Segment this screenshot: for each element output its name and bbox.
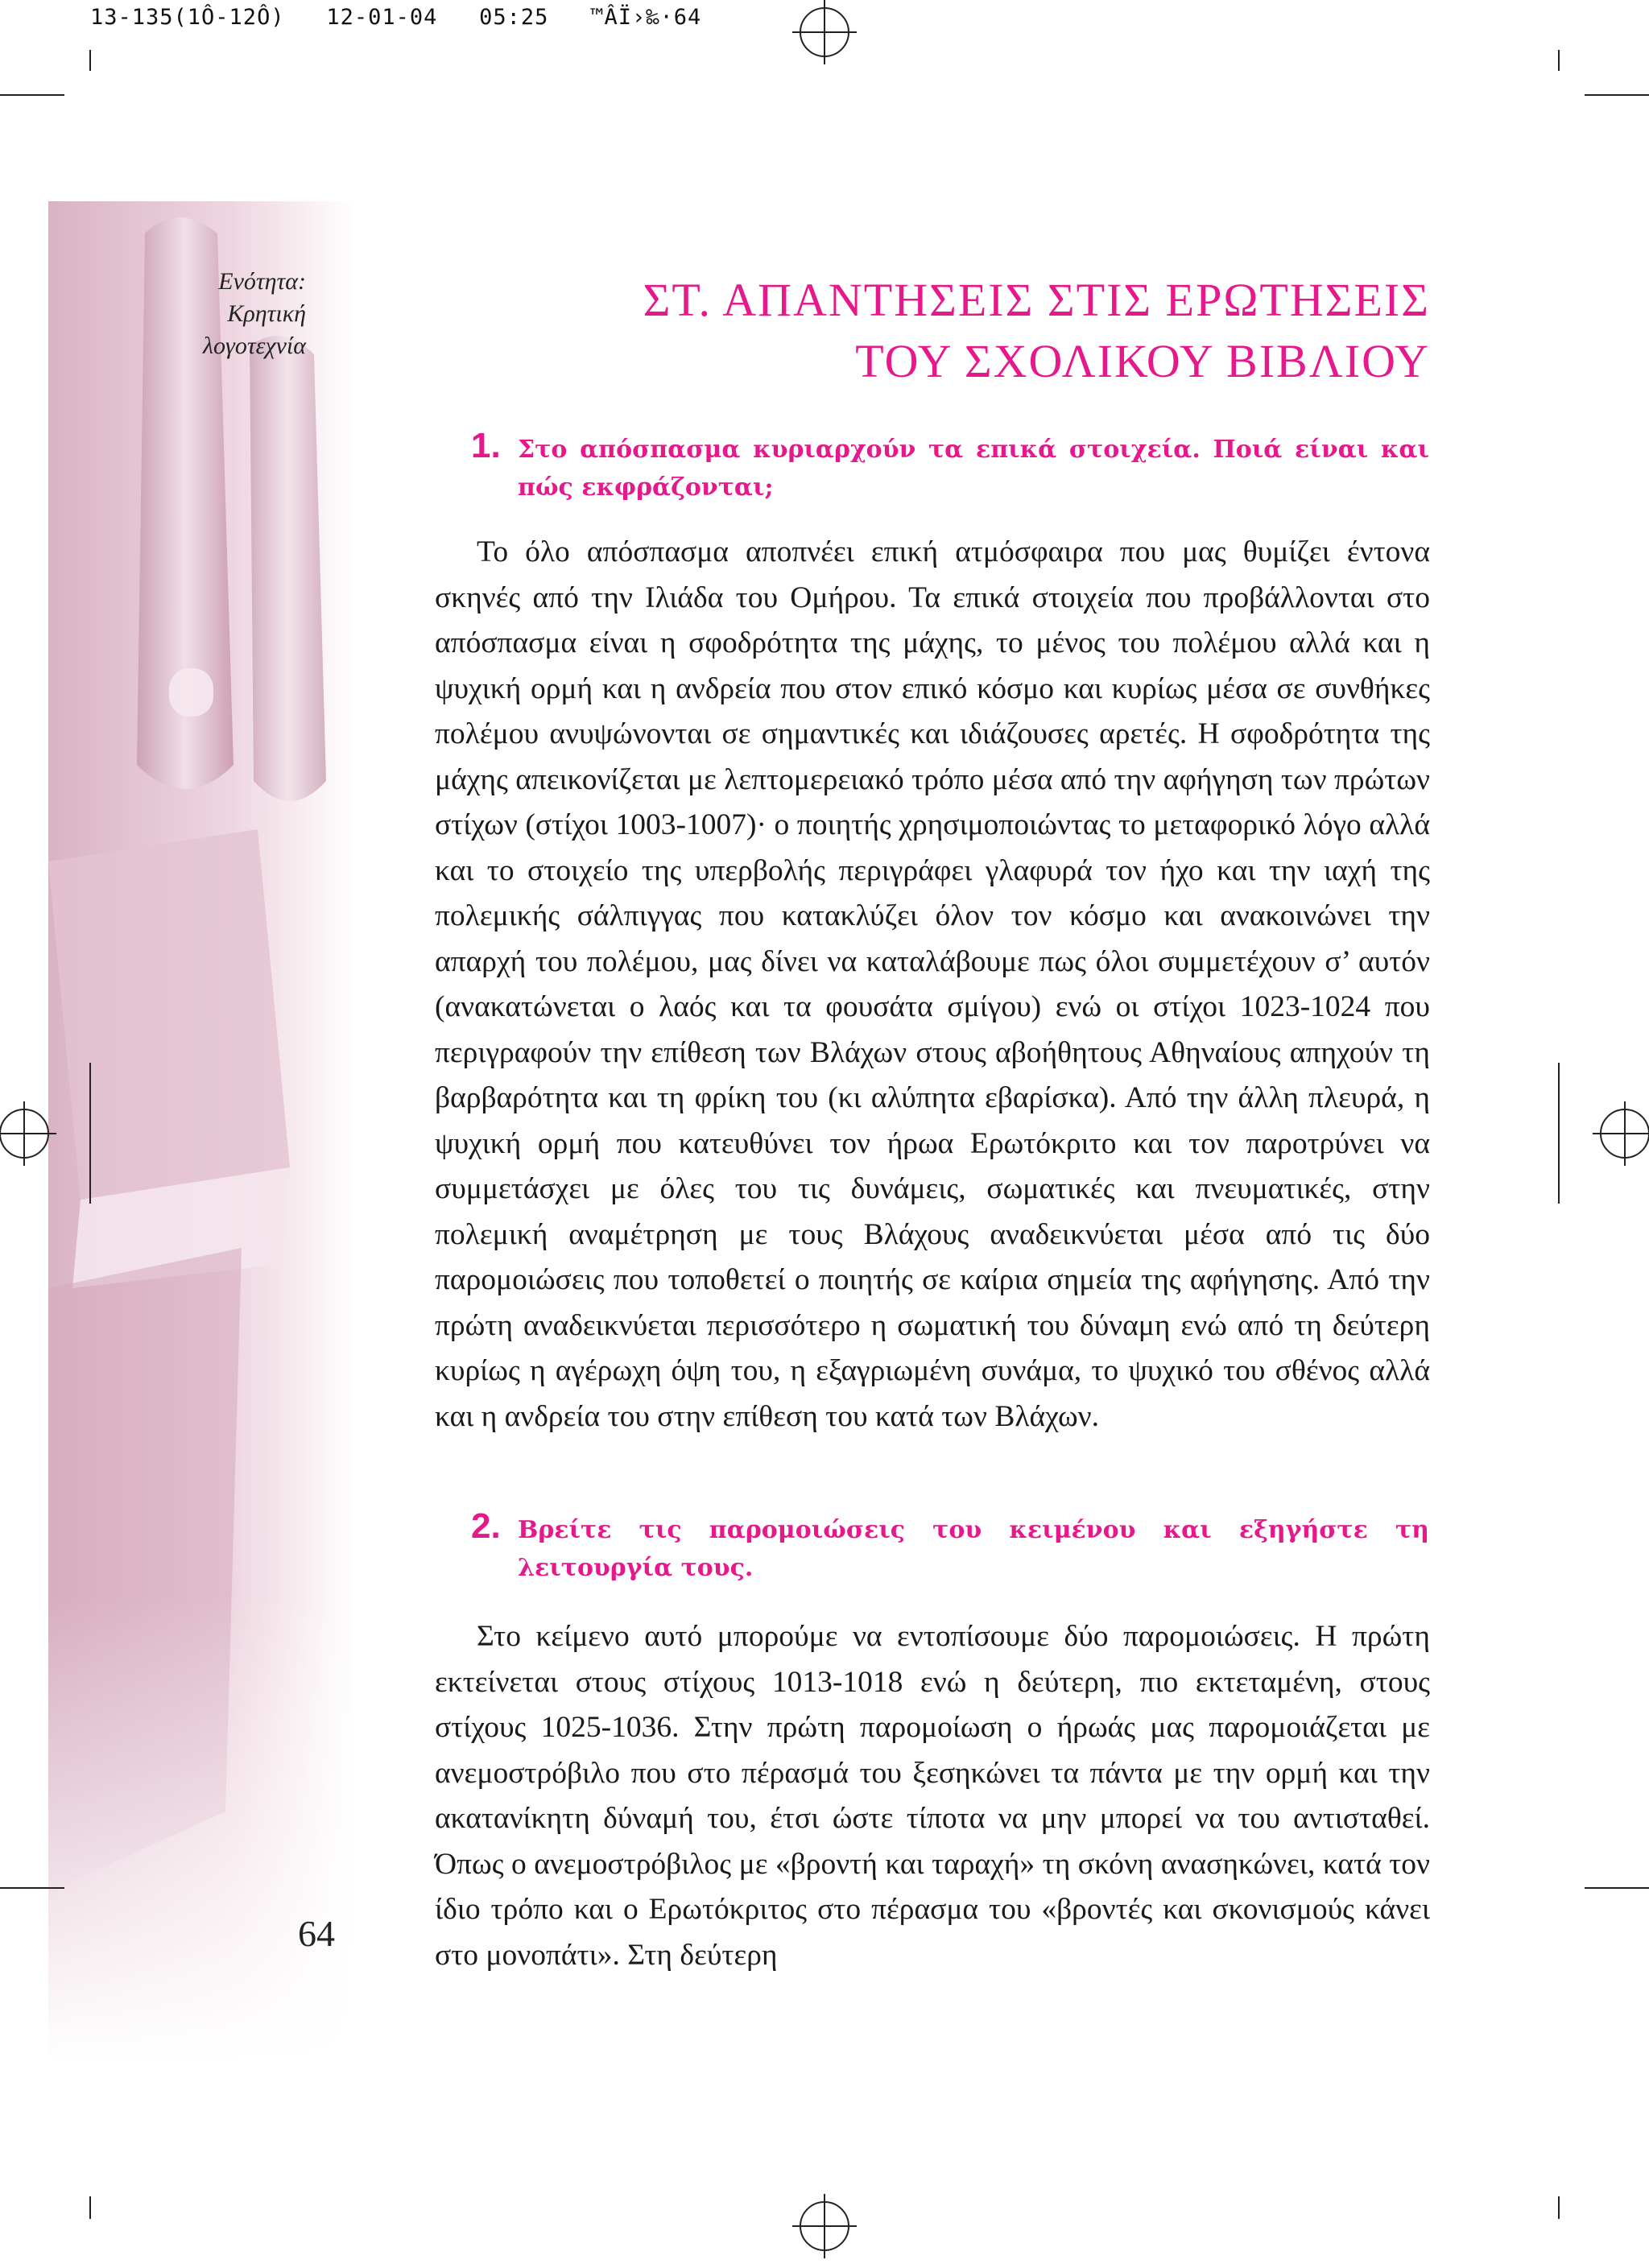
question-text: Στο απόσπασμα κυριαρχούν τα επικά στοιχεία. Ποιά είναι και πώς εκφράζονται; bbox=[518, 436, 1429, 502]
section-label-line: λογοτεχνία bbox=[203, 333, 306, 359]
question-heading bbox=[471, 427, 1429, 506]
question-number: 2. bbox=[471, 1506, 501, 1546]
section-label-line: Κρητική bbox=[227, 300, 306, 327]
answer-paragraph: Το όλο απόσπασμα αποπνέει επική ατμόσφαιρα που μας θυμίζει έντονα σκηνές από την Ιλιάδα του Ομήρου. Τα επικά στοιχεία που προβάλλονται στο απόσπασμα είναι η σφοδρότητα της μάχης, το μένος του πολέμου αλλά και η ψυχική ορμή και η ανδρεία που στον επικό κόσμο και κυρίως μέσα σε συνθήκες πολέμου ανυψώνονται σε σημαντικές και ιδιάζουσες αρετές. Η σφοδρότητα της μάχης απεικονίζεται με λεπτομερειακό τρόπο μέσα από την αφήγηση των πρώτων στίχων (στίχοι 1003-1007)· ο ποιητής χρησιμοποιώντας το μεταφορικό λόγο αλλά και το στοιχείο της υπερβολής περιγράφει γλαφυρά τον ήχο και την ιαχή της πολεμικής σάλπιγγας που κατακλύζει όλον τον κόσμο και ανακοινώνει την απαρχή του πολέμου, μας δίνει να καταλάβουμε πως όλοι συμμετέχουν σ’ αυτόν (ανακατώνεται ο λαός και τα φουσάτα σμίγου) ενώ οι στίχοι 1023-1024 που περιγραφούν την επίθεση των Βλάχων στους αβοήθητους Αθηναίους απηχούν τη βαρβαρότητα και τη φρίκη του (κι αλύπητα εβαρίσκα). Από την άλλη πλευρά, η ψυχική ορμή που κατευθύνει τον ήρωα Ερωτόκριτο και τον παροτρύνει να συμμετάσχει με όλες του τις δυνάμεις, σωματικές και πνευματικές, στην πολεμική αναμέτρηση με τους Βλάχους αναδεικνύεται μέσα από τις δύο παρομοιώσεις που τοποθετεί ο ποιητής σε καίρια σημεία της αφήγησης. Από την πρώτη αναδεικνύεται περισσότερο η σωματική του δύναμη ενώ από τη δεύτερη κυρίως η αγέρωχη όψη του, η εξαγριωμένη συνάμα, το ψυχικό του σθένος αλλά και η ανδρεία του στην επίθεση του κατά των Βλάχων. bbox=[435, 535, 1430, 1433]
chapter-title bbox=[435, 270, 1430, 392]
chapter-title-line: ΣΤ. ΑΠΑΝΤΗΣΕΙΣ ΣΤΙΣ ΕΡΩΤΗΣΕΙΣ bbox=[643, 274, 1430, 326]
question-heading bbox=[471, 1507, 1429, 1587]
question-text: Βρείτε τις παρομοιώσεις του κειμένου και εξηγήστε τη λειτουργία τους. bbox=[518, 1516, 1429, 1582]
page-number: 64 bbox=[298, 1913, 335, 1954]
answer-paragraph: Στο κείμενο αυτό μπορούμε να εντοπίσουμε δύο παρομοιώσεις. Η πρώτη εκτείνεται στους στίχους 1013-1018 ενώ η δεύτερη, πιο εκτεταμένη, στους στίχους 1025-1036. Στην πρώτη παρομοίωση ο ήρωάς μας παρομοιάζεται με ανεμοστρόβιλο που στο πέρασμά του ξεσηκώνει τα πάντα με την ορμή και την ακατανίκητη δύναμή του, έτσι ώστε τίποτα να μην μπορεί να του αντισταθεί. Όπως ο ανεμοστρόβιλος με «βροντή και ταραχή» τη σκόνη ανασηκώνει, κατά τον ίδιο τρόπο και ο Ερωτόκριτος στο πέρασμα του «βροντές και σκονισμούς κάνει στο μονοπάτι». Στη δεύτερη bbox=[435, 1620, 1430, 1972]
question-number: 1. bbox=[471, 426, 501, 465]
chapter-title-line: ΤΟΥ ΣΧΟΛΙΚΟΥ ΒΙΒΛΙΟΥ bbox=[855, 335, 1430, 387]
section-label-line: Ενότητα: bbox=[218, 268, 306, 295]
section-label bbox=[121, 266, 306, 362]
print-slug: 13-135(1Ô-12Ô) 12-01-04 05:25 ™ÂÏ›‰·64 bbox=[90, 5, 702, 30]
